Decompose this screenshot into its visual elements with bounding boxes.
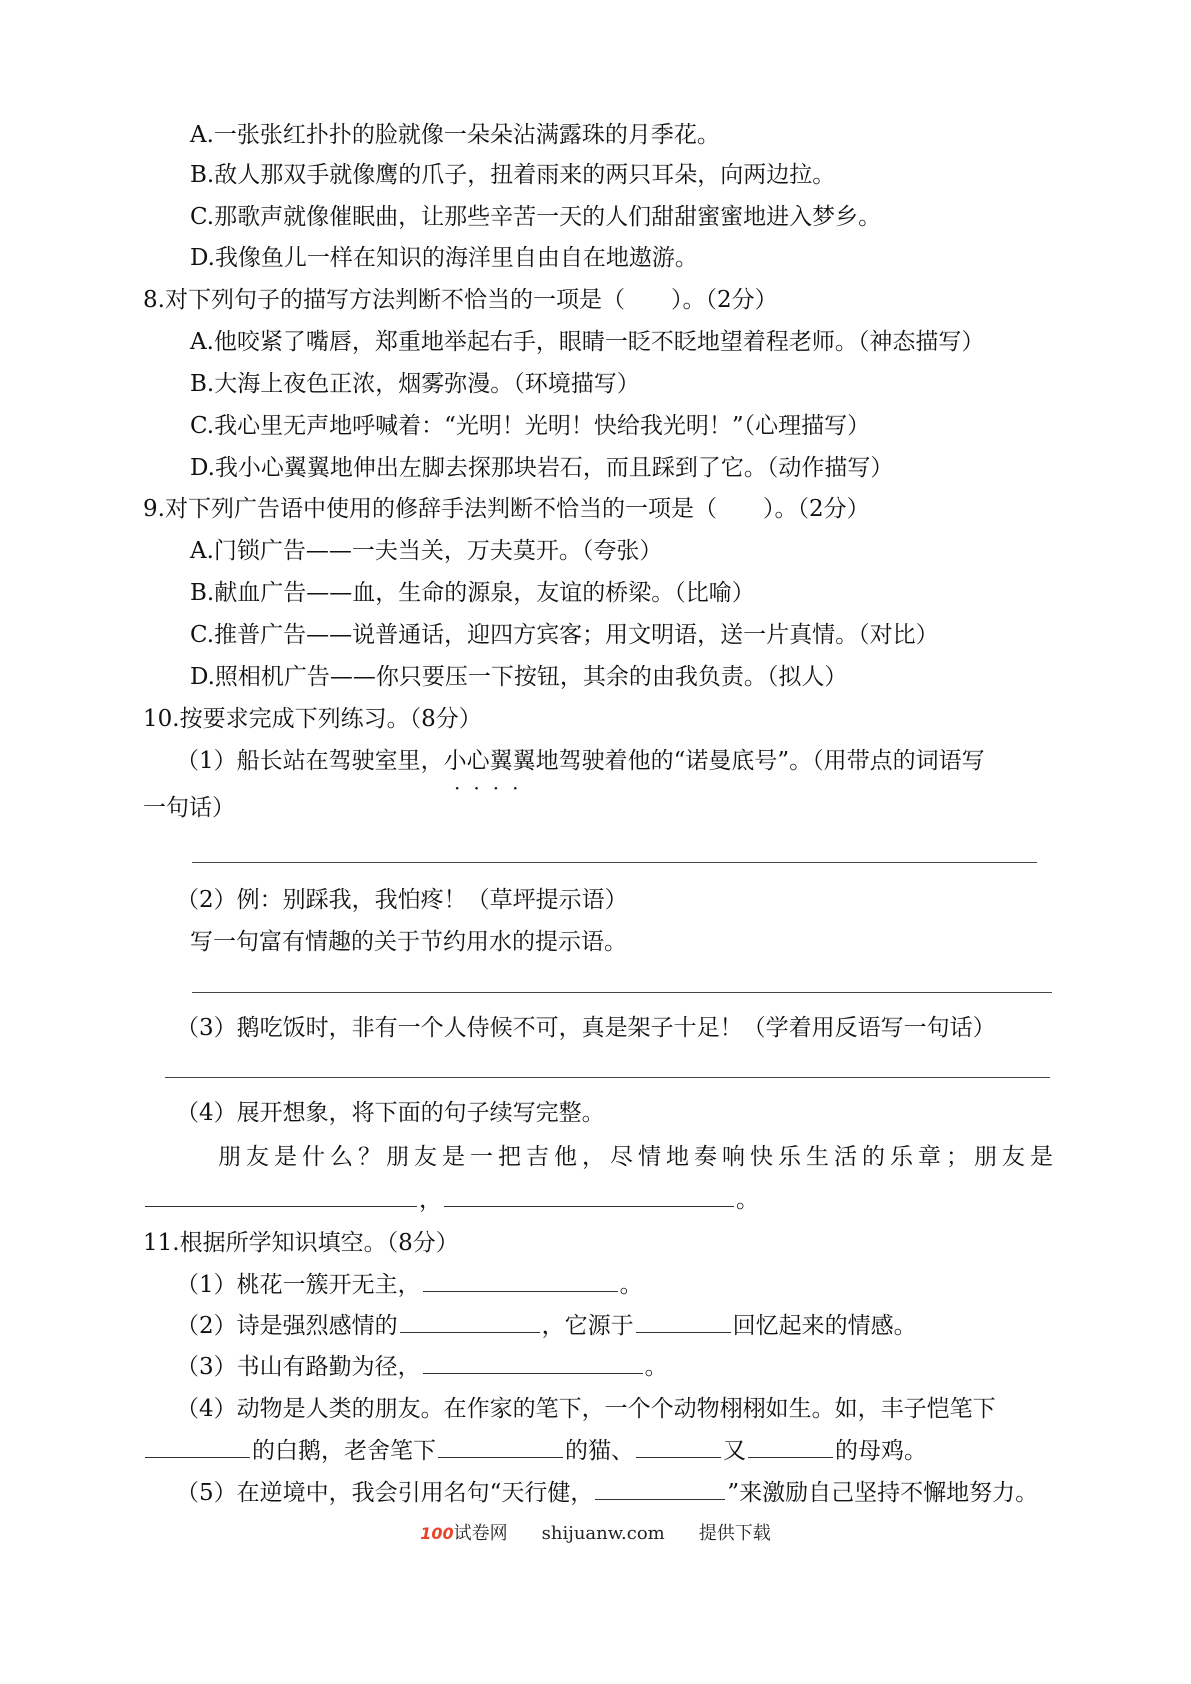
answer-line-q10-2[interactable] — [192, 992, 1052, 993]
q11-stem: 11.根据所学知识填空。（8分） — [143, 1230, 459, 1256]
q8-stem: 8.对下列句子的描写方法判断不恰当的一项是（ ）。（2分） — [143, 287, 778, 313]
answer-blank[interactable] — [145, 1433, 250, 1458]
comma-text: ， — [419, 1187, 442, 1213]
answer-line-q10-1[interactable] — [192, 862, 1037, 863]
q9-option-c: C.推普广告——说普通话，迎四方宾客；用文明语，送一片真情。（对比） — [190, 622, 939, 648]
period-text: 。 — [736, 1187, 759, 1213]
page-footer — [0, 1519, 1191, 1549]
answer-blank[interactable] — [400, 1308, 540, 1333]
q11-part4-line1: （4）动物是人类的朋友。在作家的笔下，一个个动物栩栩如生。如，丰子恺笔下 — [176, 1396, 996, 1422]
q9-option-b: B.献血广告——血，生命的源泉，友谊的桥梁。（比喻） — [190, 580, 755, 606]
answer-blank[interactable] — [748, 1433, 833, 1458]
emphasis-dots: ···· — [454, 776, 532, 800]
q11-part3-end: 。 — [644, 1354, 668, 1380]
q9-option-a: A.门锁广告——一夫当关，万夫莫开。（夸张） — [190, 538, 663, 564]
q11-part2-mid: ，它源于 — [541, 1313, 634, 1339]
q10-part4-blanks — [143, 1180, 759, 1220]
q11-part2-text: （2）诗是强烈感情的 — [176, 1313, 398, 1339]
q11-part3-text: （3）书山有路勤为径， — [176, 1354, 421, 1380]
q11-part4-e: 的母鸡。 — [835, 1438, 927, 1464]
q9-stem: 9.对下列广告语中使用的修辞手法判断不恰当的一项是（ ）。（2分） — [143, 496, 870, 522]
answer-blank[interactable] — [145, 1182, 417, 1207]
site-domain[interactable]: shijuanw.com — [541, 1523, 665, 1544]
q11-part4-d: 又 — [723, 1438, 746, 1464]
site-logo: 100 — [420, 1524, 454, 1543]
q11-part1-text: （1）桃花一簇开无主， — [176, 1272, 421, 1298]
q11-part4-b: 的白鹅，老舍笔下 — [252, 1438, 436, 1464]
q7-option-d: D.我像鱼儿一样在知识的海洋里自由自在地遨游。 — [190, 245, 698, 271]
q8-option-b: B.大海上夜色正浓，烟雾弥漫。（环境描写） — [190, 371, 640, 397]
q7-option-c: C.那歌声就像催眠曲，让那些辛苦一天的人们甜甜蜜蜜地进入梦乡。 — [190, 204, 882, 230]
q9-option-d: D.照相机广告——你只要压一下按钮，其余的由我负责。（拟人） — [190, 664, 848, 690]
footer-note: 提供下载 — [698, 1523, 771, 1544]
answer-blank[interactable] — [636, 1433, 721, 1458]
site-name: 试卷网 — [453, 1523, 508, 1544]
answer-blank[interactable] — [423, 1267, 618, 1292]
q11-part4-c: 的猫、 — [565, 1438, 634, 1464]
q10-part1-line2: 一句话） — [143, 795, 235, 821]
q11-part1 — [176, 1265, 643, 1305]
q8-option-d: D.我小心翼翼地伸出左脚去探那块岩石，而且踩到了它。（动作描写） — [190, 455, 894, 481]
q10-part2-task: 写一句富有情趣的关于节约用水的提示语。 — [190, 929, 627, 955]
q10-part4-text: 朋友是什么？朋友是一把吉他，尽情地奏响快乐生活的乐章；朋友是 — [218, 1144, 1058, 1170]
q8-option-a: A.他咬紧了嘴唇，郑重地举起右手，眼睛一眨不眨地望着程老师。（神态描写） — [190, 329, 985, 355]
q11-part3 — [176, 1347, 668, 1387]
q10-stem: 10.按要求完成下列练习。（8分） — [143, 706, 482, 732]
q11-part4-line2 — [143, 1431, 927, 1471]
answer-blank[interactable] — [595, 1475, 725, 1500]
q11-part2-end: 回忆起来的情感。 — [732, 1313, 917, 1339]
q10-part4-title: （4）展开想象，将下面的句子续写完整。 — [176, 1100, 605, 1126]
q11-part5 — [176, 1473, 1038, 1513]
q10-part3: （3）鹅吃饭时，非有一个人侍候不可，真是架子十足！（学着用反语写一句话） — [176, 1015, 996, 1041]
q10-part1-line1: （1）船长站在驾驶室里，小心翼翼地驾驶着他的“诺曼底号”。（用带点的词语写 — [176, 748, 985, 774]
q7-option-b: B.敌人那双手就像鹰的爪子，扭着雨来的两只耳朵，向两边拉。 — [190, 162, 836, 188]
answer-blank[interactable] — [423, 1349, 643, 1374]
q11-part2 — [176, 1306, 917, 1346]
q8-option-c: C.我心里无声地呼喊着：“光明！光明！快给我光明！”（心理描写） — [190, 413, 871, 439]
answer-blank[interactable] — [636, 1308, 731, 1333]
q11-part1-end: 。 — [619, 1272, 643, 1298]
q7-option-a: A.一张张红扑扑的脸就像一朵朵沾满露珠的月季花。 — [190, 122, 720, 148]
q11-part5-end: ”来激励自己坚持不懈地努力。 — [727, 1480, 1039, 1506]
answer-blank[interactable] — [444, 1182, 734, 1207]
answer-blank[interactable] — [438, 1433, 563, 1458]
q11-part5-text: （5）在逆境中，我会引用名句“天行健， — [176, 1480, 594, 1506]
answer-line-q10-3[interactable] — [165, 1077, 1050, 1078]
q10-part2-example: （2）例：别踩我，我怕疼！（草坪提示语） — [176, 887, 628, 913]
